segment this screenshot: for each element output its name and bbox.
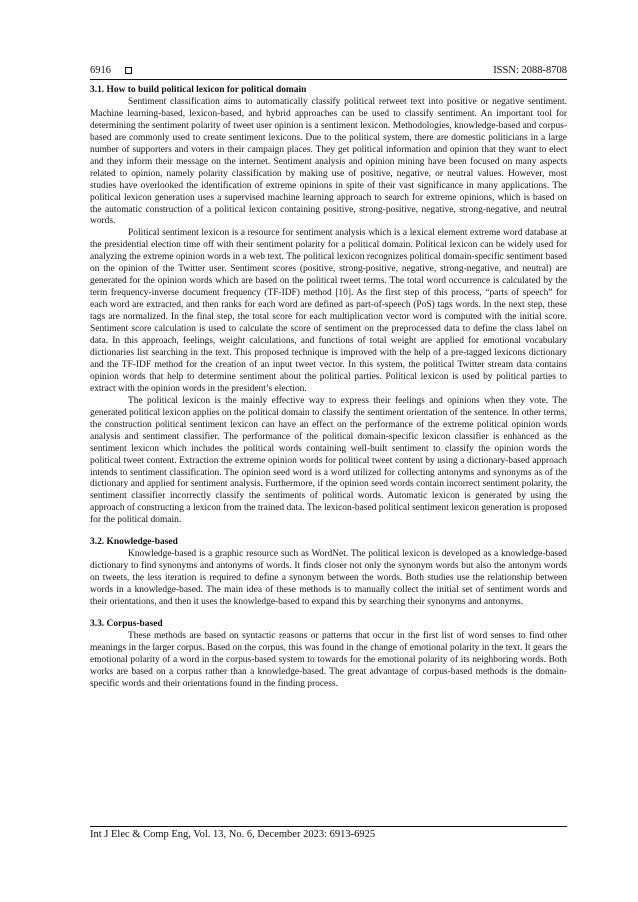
header-rule <box>90 79 567 80</box>
section-heading: 3.1. How to build political lexicon for political domain <box>90 85 307 95</box>
paragraph: These methods are based on syntactic reasons or patterns that occur in the first list of word senses to find other meanings in the larger corpus. Based on the corpus, this was found in the change of emotional polarity in the text. It gears the emotional polarity of a word in the corpus-based system to towards for the emotional polarity of its neighboring words. Both works are based on a corpus rather than a knowledge-based. The great advantage of corpus-based methods is the domain-specific words and their orientations found in the finding process. <box>90 630 567 689</box>
paragraph: Knowledge-based is a graphic resource such as WordNet. The political lexicon is developed as a knowledge-based dictionary to find synonyms and antonyms of words. It finds closer not only the synonym words but also the antonym words on tweets, the less iteration is required to define a synonym between the words. Both studies use the relationship between words in a knowledge-based. The main idea of these methods is to manually collect the initial set of sentiment words and their orientations, and then it uses the knowledge-based to expand this by searching their synonyms and antonyms. <box>90 549 567 608</box>
page-number: 6916 <box>90 64 111 76</box>
section-heading: 3.2. Knowledge-based <box>90 537 178 548</box>
footer-citation: Int J Elec & Comp Eng, Vol. 13, No. 6, December 2023: 6913-6925 <box>90 829 376 840</box>
square-outline-icon <box>125 67 132 74</box>
section-heading: 3.3. Corpus-based <box>90 618 163 629</box>
page-header <box>90 62 567 78</box>
paragraph: Political sentiment lexicon is a resource for sentiment analysis which is a lexical element extreme word database at the presidential election time off with their sentiment polarity for a political domain. Political lexicon can be widely used for analyzing the extreme opinion words in a web text. The political lexicon recognizes political domain-specific sentiment based on the opinion of the Twitter user. Sentiment scores (positive, strong-positive, negative, strong-negative, and neutral) are generated for the opinion words which are based on the political tweet terms. The total word occurrence is calculated by the term frequency-inverse document frequency (TF-IDF) method [10]. As the first step of this process, “parts of speech” for each word are extracted, and then ranks for each word are defined as part-of-speech (PoS) tags words. In the next step, these tags are normalized. In the final step, the total score for each multiplication vector word is computed with the initial score. Sentiment score calculation is used to calculate the score of sentiment on the preprocessed data to define the class label on data. In this approach, feelings, weight calculations, and functions of total weight are applied for emotional vocabulary dictionaries list searching in the text. This proposed technique is improved with the help of a pre-tagged lexicons dictionary and the TF-IDF method for the creation of an input tweet vector. In this system, the political Twitter stream data contains opinion words that help to determine sentiment about the political parties. Political lexicon is used by political parties to extract with the opinion words in the president’s election. <box>90 228 567 394</box>
issn: ISSN: 2088-8708 <box>493 64 567 76</box>
footer-rule <box>90 826 567 827</box>
body-text <box>90 85 567 691</box>
paragraph: Sentiment classification aims to automatically classify political retweet text into positive or negative sentiment. Machine learning-based, lexicon-based, and hybrid approaches can be used to classify sentiment. An important tool for determining the sentiment polarity of tweet user opinion is a sentiment lexicon. Methodologies, knowledge-based and corpus-based are commonly used to create sentiment lexicons. Due to the political system, there are domestic politicians in a large number of supporters and voters in their campaign places. They get political information and opinion that they want to elect and they inform their message on the internet. Sentiment analysis and opinion mining have been focused on many aspects related to opinion, namely polarity classification by making use of positive, negative, or neutral values. However, most studies have overlooked the identification of extreme opinions in spite of their vast significance in many applications. The political lexicon generation uses a supervised machine learning approach to search for extreme opinions, which is based on the automatic construction of a political lexicon containing positive, strong-positive, negative, strong-negative, and neutral words. <box>90 96 567 227</box>
paragraph: The political lexicon is the mainly effective way to express their feelings and opinions when they vote. The generated political lexicon applies on the political domain to classify the sentiment orientation of the sentence. In other terms, the construction political sentiment lexicon can have an effect on the performance of the extreme political opinion words analysis and sentiment classifier. The performance of the political domain-specific lexicon classifier is enhanced as the sentiment lexicon which includes the political words containing well-built sentiment to classify the opinion words the political tweet content. Extraction the extreme opinion words for political tweet content by using a dictionary-based approach intends to sentiment classification. The opinion seed word is a word utilized for collecting antonyms and synonyms as of the dictionary and applied for sentiment analysis. Furthermore, if the opinion seed words contain incorrect sentiment polarity, the sentiment classifier incorrectly classify the sentiments of political words. Automatic lexicon is generated by using the approach of constructing a lexicon from the trained data. The lexicon-based political sentiment lexicon generation is proposed for the political domain. <box>90 395 567 526</box>
